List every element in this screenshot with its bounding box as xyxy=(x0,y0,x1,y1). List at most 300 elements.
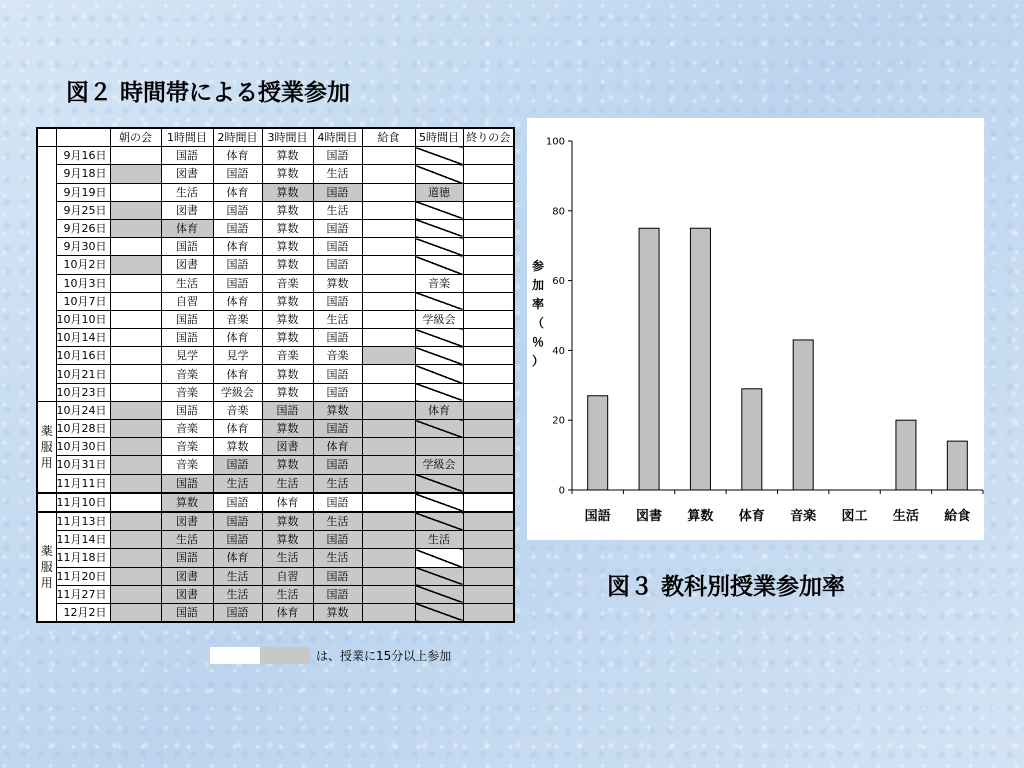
subject-cell: 算数 xyxy=(262,420,313,438)
subject-cell: 見学 xyxy=(161,347,213,365)
subject-cell: 音楽 xyxy=(313,347,362,365)
subject-cell: 音楽 xyxy=(213,401,262,419)
subject-cell xyxy=(463,329,514,347)
schedule-table xyxy=(36,127,515,623)
subject-cell xyxy=(110,274,161,292)
column-header: 5時間目 xyxy=(415,128,463,147)
subject-cell: 学級会 xyxy=(213,383,262,401)
bar xyxy=(588,396,608,490)
subject-cell xyxy=(362,401,415,419)
subject-cell: 体育 xyxy=(262,493,313,512)
x-tick-label: 図書 xyxy=(636,509,663,524)
subject-cell: 国語 xyxy=(313,329,362,347)
subject-cell xyxy=(463,365,514,383)
figure-2-title: 図２ 時間帯による授業参加 xyxy=(66,80,351,106)
table-row xyxy=(37,147,514,165)
group-label xyxy=(37,493,56,512)
date-cell: 9月30日 xyxy=(56,238,110,256)
no-class-cell xyxy=(415,512,463,531)
subject-cell xyxy=(362,147,415,165)
subject-cell: 体育 xyxy=(213,238,262,256)
y-tick-label: 0 xyxy=(558,485,565,497)
date-cell: 11月18日 xyxy=(56,549,110,567)
date-cell: 11月11日 xyxy=(56,474,110,493)
subject-cell: 図書 xyxy=(262,438,313,456)
bar xyxy=(690,228,710,490)
subject-cell: 国語 xyxy=(313,456,362,474)
subject-cell: 国語 xyxy=(313,585,362,603)
y-tick-label: 100 xyxy=(545,136,565,148)
date-cell: 11月14日 xyxy=(56,531,110,549)
subject-cell: 国語 xyxy=(161,147,213,165)
table-row xyxy=(37,365,514,383)
no-class-cell xyxy=(415,165,463,183)
table-row xyxy=(37,256,514,274)
no-class-cell xyxy=(415,238,463,256)
x-tick-label: 図工 xyxy=(841,509,868,524)
y-tick-label: 40 xyxy=(552,345,565,357)
subject-cell: 国語 xyxy=(213,531,262,549)
no-class-cell xyxy=(415,493,463,512)
subject-cell: 算数 xyxy=(262,365,313,383)
subject-cell: 国語 xyxy=(161,238,213,256)
subject-cell: 図書 xyxy=(161,585,213,603)
subject-cell: 音楽 xyxy=(262,347,313,365)
subject-cell xyxy=(463,310,514,328)
date-cell: 10月30日 xyxy=(56,438,110,456)
subject-cell: 体育 xyxy=(262,603,313,622)
y-axis-label-char: ） xyxy=(531,354,545,368)
subject-cell: 国語 xyxy=(313,183,362,201)
date-cell: 10月14日 xyxy=(56,329,110,347)
subject-cell xyxy=(110,549,161,567)
subject-cell: 生活 xyxy=(161,274,213,292)
subject-cell: 国語 xyxy=(161,401,213,419)
no-class-cell xyxy=(415,219,463,237)
bar xyxy=(947,441,967,490)
subject-cell: 算数 xyxy=(262,456,313,474)
subject-cell: 国語 xyxy=(161,329,213,347)
subject-cell: 国語 xyxy=(161,310,213,328)
x-tick-label: 国語 xyxy=(584,509,611,524)
subject-cell xyxy=(110,147,161,165)
no-class-cell xyxy=(415,383,463,401)
subject-cell xyxy=(362,256,415,274)
subject-cell xyxy=(110,256,161,274)
subject-cell xyxy=(463,274,514,292)
table-row xyxy=(37,531,514,549)
date-cell: 10月28日 xyxy=(56,420,110,438)
subject-cell: 算数 xyxy=(161,493,213,512)
table-row xyxy=(37,329,514,347)
subject-cell xyxy=(362,201,415,219)
table-row xyxy=(37,274,514,292)
subject-cell: 算数 xyxy=(213,438,262,456)
subject-cell: 国語 xyxy=(213,256,262,274)
subject-cell: 国語 xyxy=(161,549,213,567)
no-class-cell xyxy=(415,256,463,274)
subject-cell: 国語 xyxy=(213,512,262,531)
no-class-cell xyxy=(415,603,463,622)
subject-cell: 国語 xyxy=(213,165,262,183)
subject-cell: 算数 xyxy=(262,219,313,237)
bar xyxy=(896,420,916,490)
subject-cell: 算数 xyxy=(262,292,313,310)
subject-cell xyxy=(110,531,161,549)
subject-cell: 生活 xyxy=(213,585,262,603)
date-cell: 9月18日 xyxy=(56,165,110,183)
no-class-cell xyxy=(415,420,463,438)
table-row xyxy=(37,438,514,456)
column-header: 4時間目 xyxy=(313,128,362,147)
subject-cell: 生活 xyxy=(313,165,362,183)
subject-cell xyxy=(463,201,514,219)
subject-cell xyxy=(110,420,161,438)
subject-cell: 道徳 xyxy=(415,183,463,201)
subject-cell: 国語 xyxy=(313,365,362,383)
table-row xyxy=(37,238,514,256)
date-cell: 12月2日 xyxy=(56,603,110,622)
table-row xyxy=(37,474,514,493)
table-row xyxy=(37,493,514,512)
table-row xyxy=(37,347,514,365)
subject-cell: 生活 xyxy=(313,310,362,328)
legend-white-swatch xyxy=(210,647,260,664)
subject-cell: 体育 xyxy=(213,329,262,347)
subject-cell: 体育 xyxy=(313,438,362,456)
table-row xyxy=(37,585,514,603)
y-tick-label: 80 xyxy=(552,206,565,218)
subject-cell: 音楽 xyxy=(161,420,213,438)
subject-cell xyxy=(362,329,415,347)
no-class-cell xyxy=(415,201,463,219)
subject-cell xyxy=(463,531,514,549)
subject-cell: 国語 xyxy=(313,147,362,165)
subject-cell xyxy=(463,165,514,183)
subject-cell: 音楽 xyxy=(161,383,213,401)
subject-cell: 生活 xyxy=(213,567,262,585)
no-class-cell xyxy=(415,147,463,165)
subject-cell xyxy=(463,474,514,493)
subject-cell: 国語 xyxy=(313,567,362,585)
subject-cell: 体育 xyxy=(213,420,262,438)
subject-cell xyxy=(110,219,161,237)
subject-cell xyxy=(463,456,514,474)
bar xyxy=(639,228,659,490)
y-axis-label-char: （ xyxy=(531,316,545,330)
subject-cell: 生活 xyxy=(313,474,362,493)
subject-cell: 算数 xyxy=(262,256,313,274)
date-cell: 11月27日 xyxy=(56,585,110,603)
group-label xyxy=(37,147,56,402)
date-cell: 10月24日 xyxy=(56,401,110,419)
subject-cell: 体育 xyxy=(213,365,262,383)
subject-cell xyxy=(110,183,161,201)
no-class-cell xyxy=(415,585,463,603)
subject-cell: 生活 xyxy=(262,585,313,603)
table-row xyxy=(37,310,514,328)
subject-cell: 図書 xyxy=(161,256,213,274)
subject-cell: 図書 xyxy=(161,201,213,219)
subject-cell: 生活 xyxy=(313,512,362,531)
subject-cell xyxy=(110,365,161,383)
subject-cell: 学級会 xyxy=(415,310,463,328)
date-cell: 10月7日 xyxy=(56,292,110,310)
subject-cell xyxy=(362,310,415,328)
subject-cell: 音楽 xyxy=(415,274,463,292)
subject-cell: 生活 xyxy=(415,531,463,549)
column-header xyxy=(56,128,110,147)
subject-cell: 算数 xyxy=(262,310,313,328)
subject-cell xyxy=(362,420,415,438)
subject-cell xyxy=(362,474,415,493)
y-axis-label-char: 率 xyxy=(531,297,545,311)
date-cell: 11月10日 xyxy=(56,493,110,512)
subject-cell: 生活 xyxy=(313,201,362,219)
column-header: 朝の会 xyxy=(110,128,161,147)
subject-cell xyxy=(463,347,514,365)
subject-cell: 生活 xyxy=(262,549,313,567)
subject-cell: 算数 xyxy=(262,238,313,256)
subject-cell xyxy=(362,549,415,567)
date-cell: 9月25日 xyxy=(56,201,110,219)
date-cell: 11月13日 xyxy=(56,512,110,531)
y-tick-label: 20 xyxy=(552,415,565,427)
subject-cell xyxy=(463,512,514,531)
subject-cell: 学級会 xyxy=(415,456,463,474)
subject-cell: 体育 xyxy=(161,219,213,237)
subject-cell xyxy=(110,512,161,531)
subject-cell xyxy=(362,585,415,603)
subject-cell xyxy=(463,383,514,401)
y-axis-label-char: 加 xyxy=(531,278,545,292)
column-header: 3時間目 xyxy=(262,128,313,147)
y-tick-label: 60 xyxy=(552,276,565,288)
subject-cell: 国語 xyxy=(213,201,262,219)
no-class-cell xyxy=(415,549,463,567)
group-label: 薬服用 xyxy=(37,512,56,622)
x-tick-label: 音楽 xyxy=(790,509,817,524)
subject-cell xyxy=(362,438,415,456)
legend-gray-swatch xyxy=(260,647,310,664)
subject-cell: 体育 xyxy=(213,147,262,165)
subject-cell xyxy=(110,201,161,219)
subject-cell: 国語 xyxy=(313,420,362,438)
subject-cell: 音楽 xyxy=(161,438,213,456)
date-cell: 10月3日 xyxy=(56,274,110,292)
subject-cell xyxy=(362,292,415,310)
table-row xyxy=(37,401,514,419)
date-cell: 10月16日 xyxy=(56,347,110,365)
y-axis-label-char: ％ xyxy=(531,335,545,349)
subject-cell xyxy=(110,329,161,347)
table-row xyxy=(37,603,514,622)
no-class-cell xyxy=(415,365,463,383)
subject-cell: 国語 xyxy=(313,219,362,237)
subject-cell: 国語 xyxy=(313,531,362,549)
subject-cell xyxy=(463,292,514,310)
table-row xyxy=(37,549,514,567)
no-class-cell xyxy=(415,474,463,493)
subject-cell: 音楽 xyxy=(161,456,213,474)
subject-cell xyxy=(362,512,415,531)
x-tick-label: 算数 xyxy=(687,509,714,524)
subject-cell: 算数 xyxy=(313,603,362,622)
no-class-cell xyxy=(415,567,463,585)
subject-cell: 算数 xyxy=(262,147,313,165)
subject-cell: 見学 xyxy=(213,347,262,365)
subject-cell xyxy=(362,383,415,401)
subject-cell: 算数 xyxy=(313,401,362,419)
subject-cell xyxy=(110,438,161,456)
date-cell: 9月16日 xyxy=(56,147,110,165)
date-cell: 10月2日 xyxy=(56,256,110,274)
column-header: 1時間目 xyxy=(161,128,213,147)
subject-cell: 国語 xyxy=(213,456,262,474)
column-header xyxy=(37,128,56,147)
column-header: 給食 xyxy=(362,128,415,147)
legend-text: は、授業に15分以上参加 xyxy=(316,649,452,663)
subject-cell xyxy=(362,219,415,237)
x-tick-label: 給食 xyxy=(944,509,971,524)
bar xyxy=(742,389,762,490)
date-cell: 9月26日 xyxy=(56,219,110,237)
subject-cell: 図書 xyxy=(161,512,213,531)
subject-cell xyxy=(362,238,415,256)
date-cell: 10月10日 xyxy=(56,310,110,328)
no-class-cell xyxy=(415,347,463,365)
table-row xyxy=(37,201,514,219)
subject-cell: 自習 xyxy=(262,567,313,585)
subject-cell xyxy=(110,292,161,310)
subject-cell: 生活 xyxy=(213,474,262,493)
subject-cell xyxy=(110,456,161,474)
table-header-row xyxy=(37,128,514,147)
subject-cell xyxy=(362,365,415,383)
subject-cell xyxy=(110,474,161,493)
subject-cell: 生活 xyxy=(313,549,362,567)
table-legend xyxy=(210,647,451,664)
subject-cell xyxy=(463,493,514,512)
table-row xyxy=(37,219,514,237)
subject-cell xyxy=(463,549,514,567)
subject-cell xyxy=(110,585,161,603)
subject-cell xyxy=(463,585,514,603)
subject-cell: 国語 xyxy=(213,219,262,237)
table-row xyxy=(37,456,514,474)
subject-cell xyxy=(362,493,415,512)
participation-chart xyxy=(527,118,984,540)
date-cell: 9月19日 xyxy=(56,183,110,201)
subject-cell: 音楽 xyxy=(262,274,313,292)
x-tick-label: 生活 xyxy=(892,509,919,524)
subject-cell xyxy=(463,438,514,456)
subject-cell xyxy=(110,493,161,512)
table-row xyxy=(37,383,514,401)
subject-cell xyxy=(362,274,415,292)
subject-cell: 音楽 xyxy=(161,365,213,383)
subject-cell xyxy=(463,603,514,622)
date-cell: 10月21日 xyxy=(56,365,110,383)
subject-cell: 音楽 xyxy=(213,310,262,328)
column-header: 終りの会 xyxy=(463,128,514,147)
group-label: 薬服用 xyxy=(37,401,56,492)
chart-svg xyxy=(527,118,984,540)
table-row xyxy=(37,165,514,183)
date-cell: 10月31日 xyxy=(56,456,110,474)
subject-cell xyxy=(415,438,463,456)
subject-cell: 国語 xyxy=(213,274,262,292)
y-axis-label-char: 参 xyxy=(531,259,545,273)
subject-cell xyxy=(362,347,415,365)
subject-cell xyxy=(463,420,514,438)
subject-cell xyxy=(362,567,415,585)
no-class-cell xyxy=(415,329,463,347)
subject-cell: 国語 xyxy=(213,493,262,512)
subject-cell xyxy=(463,183,514,201)
subject-cell xyxy=(110,401,161,419)
subject-cell xyxy=(362,183,415,201)
subject-cell xyxy=(110,567,161,585)
subject-cell: 体育 xyxy=(213,292,262,310)
subject-cell xyxy=(110,383,161,401)
subject-cell xyxy=(463,401,514,419)
subject-cell: 体育 xyxy=(213,549,262,567)
subject-cell xyxy=(463,238,514,256)
subject-cell xyxy=(362,456,415,474)
subject-cell: 算数 xyxy=(313,274,362,292)
subject-cell: 算数 xyxy=(262,183,313,201)
date-cell: 11月20日 xyxy=(56,567,110,585)
subject-cell xyxy=(110,238,161,256)
subject-cell xyxy=(110,310,161,328)
subject-cell xyxy=(110,603,161,622)
x-tick-label: 体育 xyxy=(738,509,765,524)
subject-cell xyxy=(110,165,161,183)
subject-cell: 算数 xyxy=(262,512,313,531)
subject-cell xyxy=(110,347,161,365)
subject-cell: 体育 xyxy=(415,401,463,419)
subject-cell: 国語 xyxy=(313,292,362,310)
subject-cell: 生活 xyxy=(262,474,313,493)
bar xyxy=(793,340,813,490)
subject-cell xyxy=(463,219,514,237)
column-header: 2時間目 xyxy=(213,128,262,147)
subject-cell: 自習 xyxy=(161,292,213,310)
subject-cell: 国語 xyxy=(262,401,313,419)
subject-cell: 図書 xyxy=(161,567,213,585)
subject-cell: 図書 xyxy=(161,165,213,183)
table-row xyxy=(37,292,514,310)
subject-cell: 算数 xyxy=(262,383,313,401)
subject-cell: 算数 xyxy=(262,165,313,183)
subject-cell xyxy=(463,567,514,585)
subject-cell: 算数 xyxy=(262,329,313,347)
subject-cell: 体育 xyxy=(213,183,262,201)
subject-cell: 国語 xyxy=(313,383,362,401)
table-row xyxy=(37,183,514,201)
table-row xyxy=(37,512,514,531)
subject-cell: 国語 xyxy=(313,493,362,512)
subject-cell: 生活 xyxy=(161,531,213,549)
table-row xyxy=(37,567,514,585)
subject-cell: 生活 xyxy=(161,183,213,201)
subject-cell: 国語 xyxy=(313,238,362,256)
subject-cell: 国語 xyxy=(313,256,362,274)
subject-cell: 算数 xyxy=(262,201,313,219)
subject-cell xyxy=(362,603,415,622)
subject-cell: 国語 xyxy=(161,474,213,493)
